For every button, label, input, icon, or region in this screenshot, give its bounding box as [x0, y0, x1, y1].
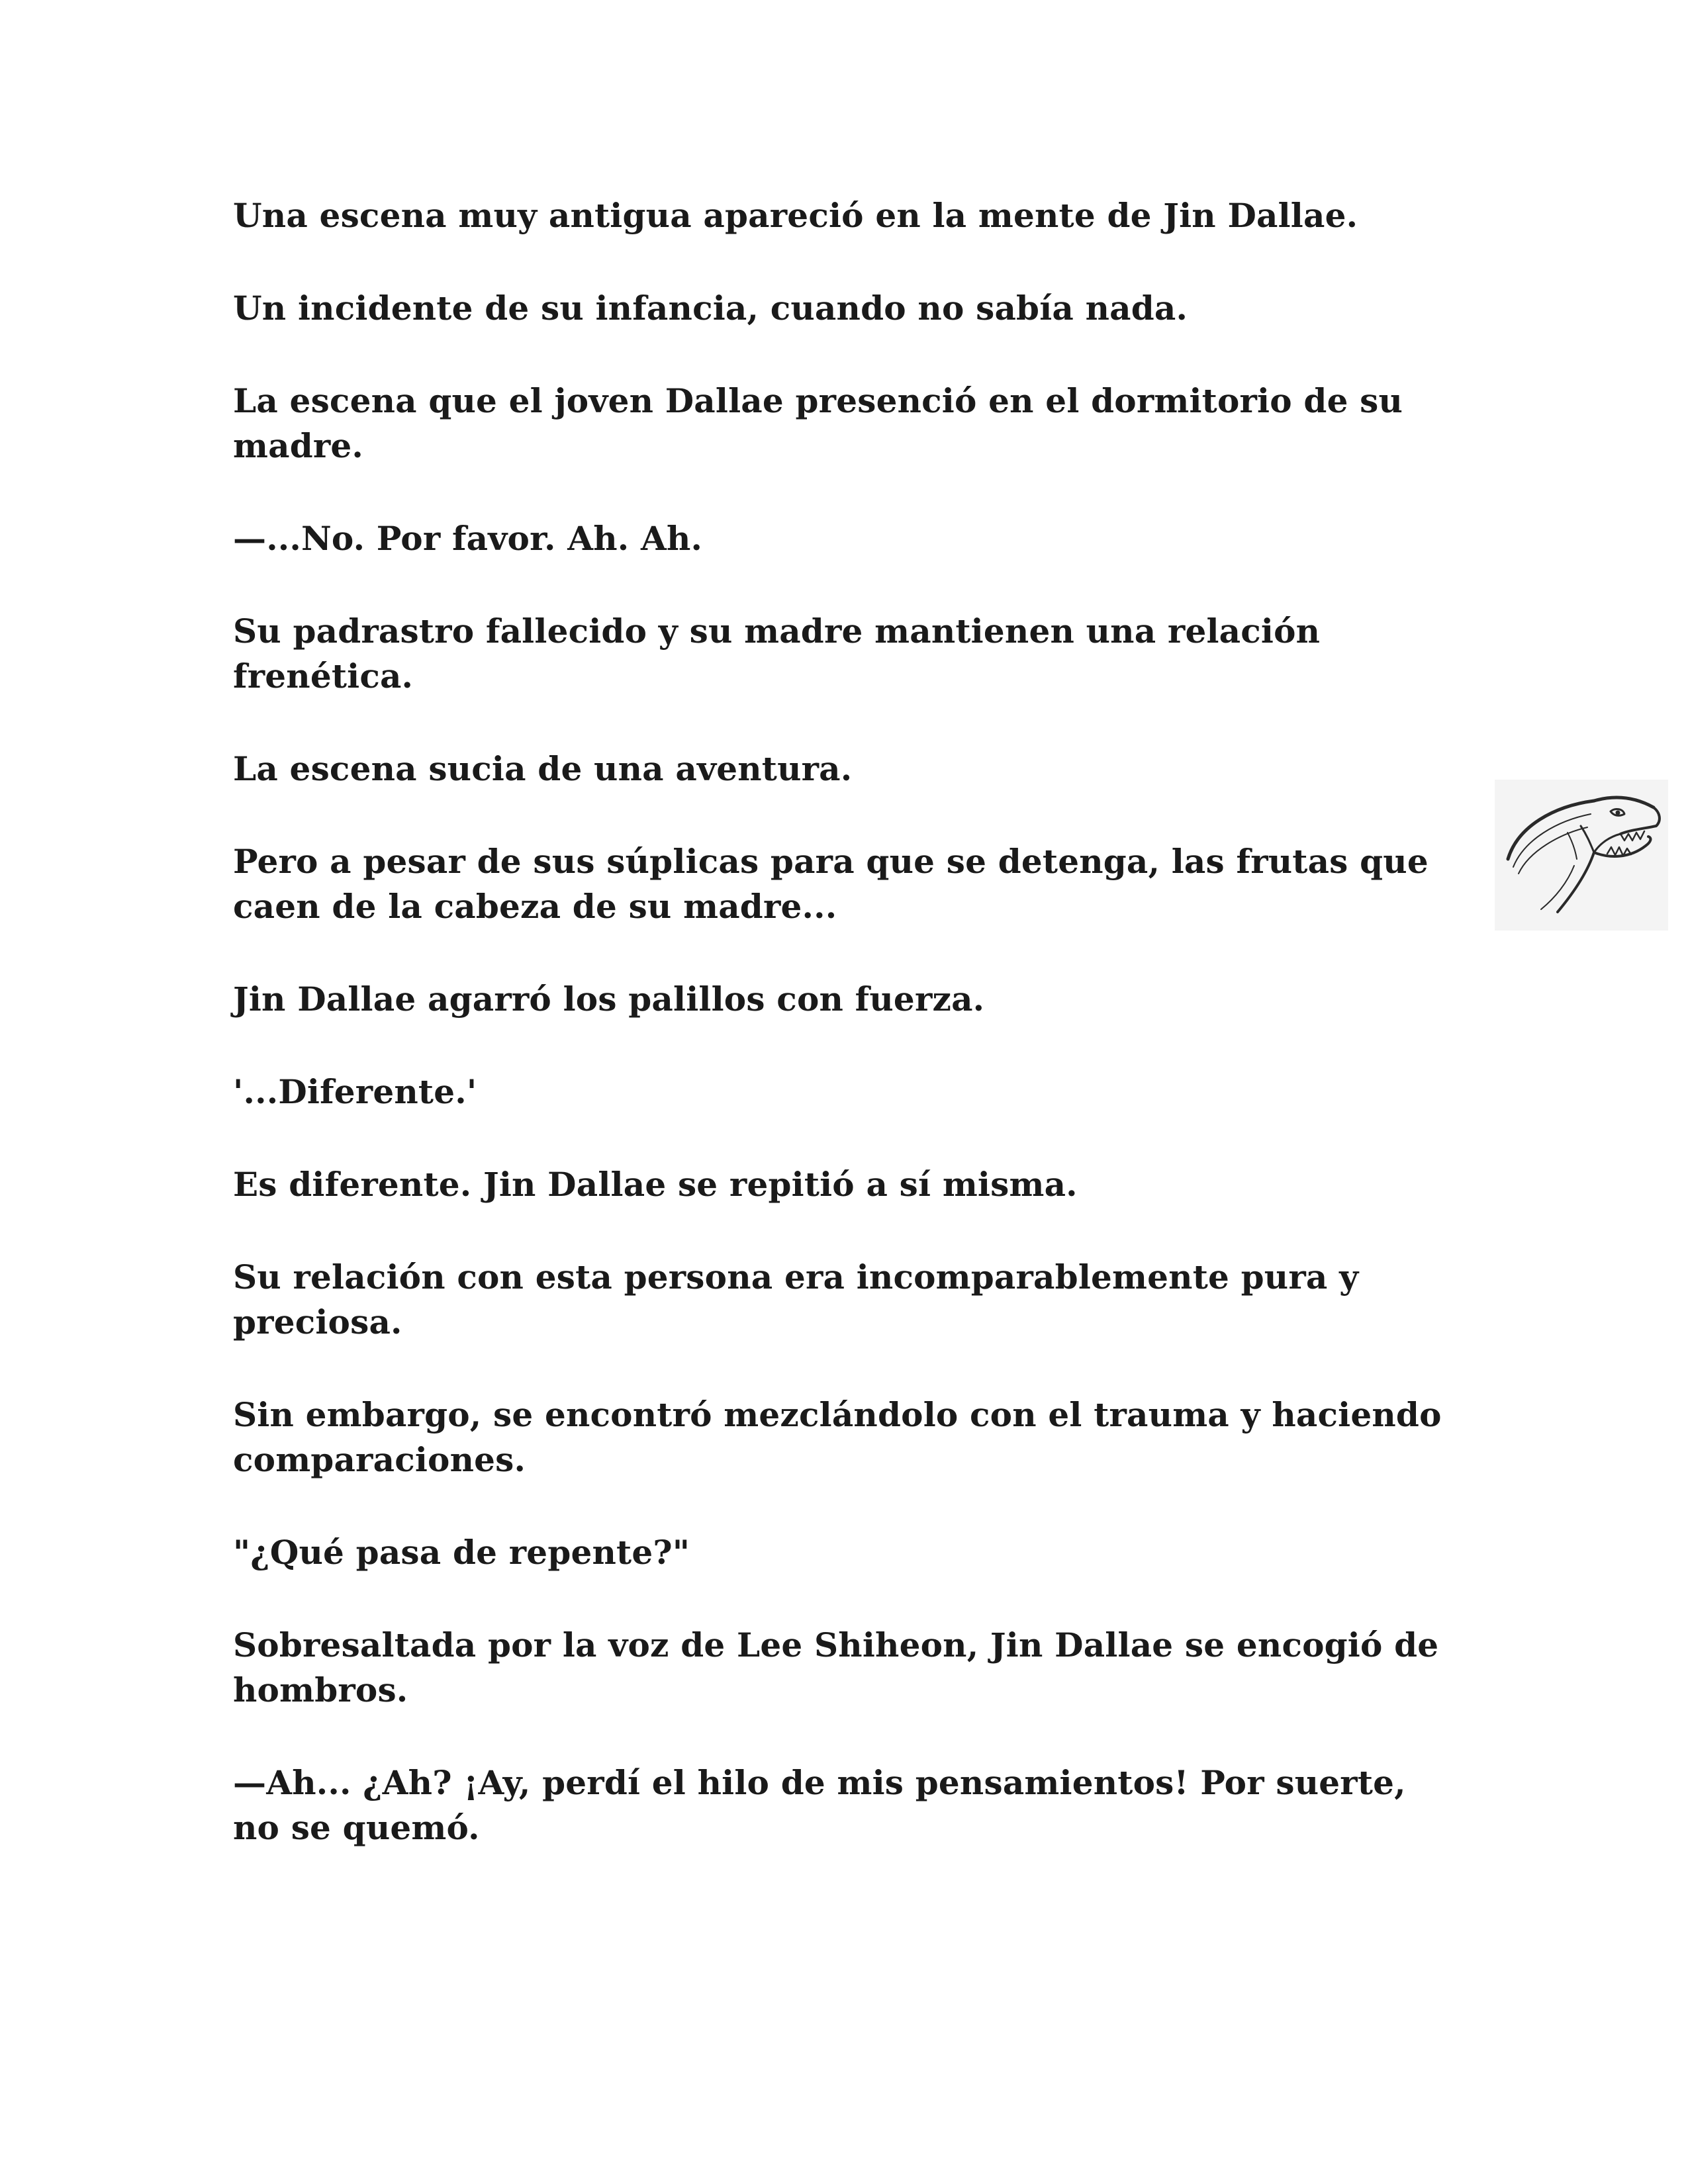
dinosaur-head-sketch-icon [1495, 780, 1668, 931]
paragraph: Sin embargo, se encontró mezclándolo con el trauma y haciendo comparaciones. [233, 1395, 1442, 1479]
paragraph: Su relación con esta persona era incomparablemente pura y preciosa. [233, 1257, 1359, 1342]
paragraph: "¿Qué pasa de repente?" [233, 1533, 690, 1572]
paragraph: Pero a pesar de sus súplicas para que se detenga, las frutas que caen de la cabeza de su madre... [233, 842, 1429, 926]
paragraph: Un incidente de su infancia, cuando no sabía nada. [233, 289, 1188, 328]
paragraph: Una escena muy antigua apareció en la mente de Jin Dallae. [233, 196, 1358, 235]
paragraph: Su padrastro fallecido y su madre mantienen una relación frenética. [233, 612, 1321, 696]
paragraph: La escena que el joven Dallae presenció en el dormitorio de su madre. [233, 381, 1403, 465]
paragraph: —Ah... ¿Ah? ¡Ay, perdí el hilo de mis pensamientos! Por suerte, no se quemó. [233, 1763, 1406, 1847]
paragraph: Es diferente. Jin Dallae se repitió a sí misma. [233, 1165, 1078, 1204]
paragraph: La escena sucia de una aventura. [233, 749, 853, 788]
paragraph: Jin Dallae agarró los palillos con fuerza. [233, 979, 985, 1019]
paragraph: —...No. Por favor. Ah. Ah. [233, 519, 703, 558]
story-text [233, 193, 1451, 1898]
paragraph: '...Diferente.' [233, 1072, 477, 1111]
paragraph: Sobresaltada por la voz de Lee Shiheon, Jin Dallae se encogió de hombros. [233, 1625, 1439, 1709]
